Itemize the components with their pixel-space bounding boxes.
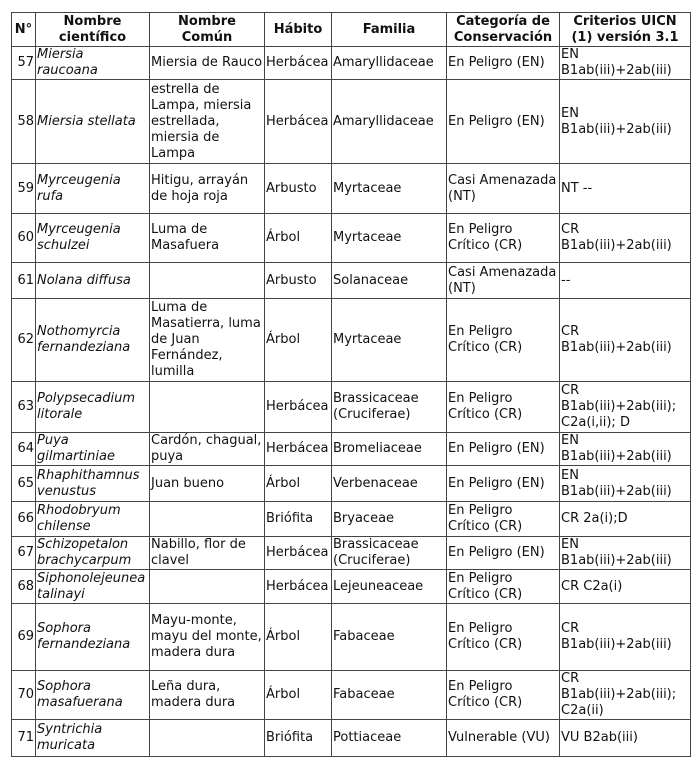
iucn-criteria-cell: EN B1ab(iii)+2ab(iii) bbox=[560, 80, 691, 164]
iucn-criteria-cell: EN B1ab(iii)+2ab(iii) bbox=[560, 47, 691, 80]
common-name-cell bbox=[150, 263, 265, 299]
habit-cell: Herbácea bbox=[265, 537, 332, 570]
common-name-cell bbox=[150, 720, 265, 757]
row-number-cell: 65 bbox=[12, 466, 36, 502]
habit-cell: Árbol bbox=[265, 604, 332, 671]
scientific-name-cell: Myrceugenia schulzei bbox=[36, 214, 150, 263]
family-cell: Myrtaceae bbox=[332, 214, 447, 263]
header-habito: Hábito bbox=[265, 13, 332, 47]
iucn-criteria-cell: CR B1ab(iii)+2ab(iii); C2a(ii) bbox=[560, 671, 691, 720]
common-name-cell: Cardón, chagual, puya bbox=[150, 433, 265, 466]
table-row bbox=[12, 214, 691, 263]
habit-cell: Arbusto bbox=[265, 164, 332, 214]
common-name-cell: Miersia de Rauco bbox=[150, 47, 265, 80]
habit-cell: Arbusto bbox=[265, 263, 332, 299]
row-number-cell: 62 bbox=[12, 299, 36, 382]
table-row bbox=[12, 537, 691, 570]
family-cell: Bryaceae bbox=[332, 502, 447, 537]
row-number-cell: 69 bbox=[12, 604, 36, 671]
iucn-criteria-cell: CR 2a(i);D bbox=[560, 502, 691, 537]
table-row bbox=[12, 433, 691, 466]
common-name-cell bbox=[150, 570, 265, 604]
iucn-criteria-cell: EN B1ab(iii)+2ab(iii) bbox=[560, 433, 691, 466]
row-number-cell: 61 bbox=[12, 263, 36, 299]
iucn-criteria-cell: CR C2a(i) bbox=[560, 570, 691, 604]
iucn-criteria-cell: VU B2ab(iii) bbox=[560, 720, 691, 757]
family-cell: Verbenaceae bbox=[332, 466, 447, 502]
table-row bbox=[12, 604, 691, 671]
conservation-category-cell: En Peligro Crítico (CR) bbox=[447, 214, 560, 263]
header-numero: N° bbox=[12, 13, 36, 47]
common-name-cell: Leña dura, madera dura bbox=[150, 671, 265, 720]
common-name-cell bbox=[150, 382, 265, 433]
row-number-cell: 67 bbox=[12, 537, 36, 570]
scientific-name-cell: Rhaphithamnus venustus bbox=[36, 466, 150, 502]
conservation-category-cell: En Peligro Crítico (CR) bbox=[447, 671, 560, 720]
conservation-category-cell: Vulnerable (VU) bbox=[447, 720, 560, 757]
row-number-cell: 60 bbox=[12, 214, 36, 263]
header-nombre-comun: Nombre Común bbox=[150, 13, 265, 47]
habit-cell: Herbácea bbox=[265, 47, 332, 80]
family-cell: Bromeliaceae bbox=[332, 433, 447, 466]
habit-cell: Herbácea bbox=[265, 382, 332, 433]
row-number-cell: 68 bbox=[12, 570, 36, 604]
scientific-name-cell: Miersia stellata bbox=[36, 80, 150, 164]
header-criterios: Criterios UICN (1) versión 3.1 bbox=[560, 13, 691, 47]
conservation-category-cell: Casi Amenazada (NT) bbox=[447, 164, 560, 214]
row-number-cell: 64 bbox=[12, 433, 36, 466]
table-row bbox=[12, 570, 691, 604]
conservation-category-cell: En Peligro (EN) bbox=[447, 537, 560, 570]
conservation-category-cell: En Peligro (EN) bbox=[447, 47, 560, 80]
iucn-criteria-cell: CR B1ab(iii)+2ab(iii) bbox=[560, 299, 691, 382]
habit-cell: Herbácea bbox=[265, 433, 332, 466]
iucn-criteria-cell: NT -- bbox=[560, 164, 691, 214]
family-cell: Amaryllidaceae bbox=[332, 80, 447, 164]
scientific-name-cell: Syntrichia muricata bbox=[36, 720, 150, 757]
conservation-category-cell: En Peligro Crítico (CR) bbox=[447, 604, 560, 671]
scientific-name-cell: Sophora masafuerana bbox=[36, 671, 150, 720]
header-categoria: Categoría de Conservación bbox=[447, 13, 560, 47]
habit-cell: Briófita bbox=[265, 502, 332, 537]
row-number-cell: 66 bbox=[12, 502, 36, 537]
conservation-category-cell: En Peligro (EN) bbox=[447, 466, 560, 502]
habit-cell: Herbácea bbox=[265, 570, 332, 604]
row-number-cell: 70 bbox=[12, 671, 36, 720]
conservation-category-cell: En Peligro Crítico (CR) bbox=[447, 502, 560, 537]
habit-cell: Árbol bbox=[265, 466, 332, 502]
table-row bbox=[12, 720, 691, 757]
iucn-criteria-cell: -- bbox=[560, 263, 691, 299]
scientific-name-cell: Miersia raucoana bbox=[36, 47, 150, 80]
common-name-cell: Hitigu, arrayán de hoja roja bbox=[150, 164, 265, 214]
family-cell: Pottiaceae bbox=[332, 720, 447, 757]
family-cell: Lejeuneaceae bbox=[332, 570, 447, 604]
common-name-cell: estrella de Lampa, miersia estrellada, miersia de Lampa bbox=[150, 80, 265, 164]
scientific-name-cell: Siphonolejeunea talinayi bbox=[36, 570, 150, 604]
family-cell: Fabaceae bbox=[332, 604, 447, 671]
table-row bbox=[12, 299, 691, 382]
iucn-criteria-cell: CR B1ab(iii)+2ab(iii) bbox=[560, 604, 691, 671]
species-table bbox=[11, 12, 691, 757]
scientific-name-cell: Puya gilmartiniae bbox=[36, 433, 150, 466]
habit-cell: Árbol bbox=[265, 214, 332, 263]
conservation-category-cell: En Peligro Crítico (CR) bbox=[447, 570, 560, 604]
row-number-cell: 59 bbox=[12, 164, 36, 214]
iucn-criteria-cell: CR B1ab(iii)+2ab(iii) bbox=[560, 214, 691, 263]
row-number-cell: 63 bbox=[12, 382, 36, 433]
common-name-cell: Nabillo, flor de clavel bbox=[150, 537, 265, 570]
conservation-category-cell: En Peligro Crítico (CR) bbox=[447, 382, 560, 433]
table-row bbox=[12, 47, 691, 80]
family-cell: Amaryllidaceae bbox=[332, 47, 447, 80]
scientific-name-cell: Rhodobryum chilense bbox=[36, 502, 150, 537]
header-row bbox=[12, 13, 691, 47]
common-name-cell: Luma de Masafuera bbox=[150, 214, 265, 263]
row-number-cell: 58 bbox=[12, 80, 36, 164]
habit-cell: Briófita bbox=[265, 720, 332, 757]
family-cell: Myrtaceae bbox=[332, 164, 447, 214]
table-row bbox=[12, 382, 691, 433]
habit-cell: Herbácea bbox=[265, 80, 332, 164]
row-number-cell: 57 bbox=[12, 47, 36, 80]
conservation-category-cell: En Peligro (EN) bbox=[447, 433, 560, 466]
conservation-category-cell: En Peligro (EN) bbox=[447, 80, 560, 164]
table-row bbox=[12, 466, 691, 502]
conservation-category-cell: En Peligro Crítico (CR) bbox=[447, 299, 560, 382]
scientific-name-cell: Nolana diffusa bbox=[36, 263, 150, 299]
common-name-cell: Juan bueno bbox=[150, 466, 265, 502]
habit-cell: Árbol bbox=[265, 299, 332, 382]
row-number-cell: 71 bbox=[12, 720, 36, 757]
scientific-name-cell: Schizopetalon brachycarpum bbox=[36, 537, 150, 570]
table-row bbox=[12, 671, 691, 720]
header-nombre-cientifico: Nombre científico bbox=[36, 13, 150, 47]
iucn-criteria-cell: EN B1ab(iii)+2ab(iii) bbox=[560, 466, 691, 502]
family-cell: Fabaceae bbox=[332, 671, 447, 720]
scientific-name-cell: Myrceugenia rufa bbox=[36, 164, 150, 214]
family-cell: Brassicaceae (Cruciferae) bbox=[332, 382, 447, 433]
family-cell: Myrtaceae bbox=[332, 299, 447, 382]
table-row bbox=[12, 263, 691, 299]
iucn-criteria-cell: CR B1ab(iii)+2ab(iii); C2a(i,ii); D bbox=[560, 382, 691, 433]
conservation-category-cell: Casi Amenazada (NT) bbox=[447, 263, 560, 299]
common-name-cell: Mayu-monte, mayu del monte, madera dura bbox=[150, 604, 265, 671]
habit-cell: Árbol bbox=[265, 671, 332, 720]
scientific-name-cell: Nothomyrcia fernandeziana bbox=[36, 299, 150, 382]
table-row bbox=[12, 80, 691, 164]
table-row bbox=[12, 164, 691, 214]
table-row bbox=[12, 502, 691, 537]
common-name-cell bbox=[150, 502, 265, 537]
iucn-criteria-cell: EN B1ab(iii)+2ab(iii) bbox=[560, 537, 691, 570]
common-name-cell: Luma de Masatierra, luma de Juan Fernández, lumilla bbox=[150, 299, 265, 382]
scientific-name-cell: Sophora fernandeziana bbox=[36, 604, 150, 671]
family-cell: Brassicaceae (Cruciferae) bbox=[332, 537, 447, 570]
scientific-name-cell: Polypsecadium litorale bbox=[36, 382, 150, 433]
header-familia: Familia bbox=[332, 13, 447, 47]
family-cell: Solanaceae bbox=[332, 263, 447, 299]
